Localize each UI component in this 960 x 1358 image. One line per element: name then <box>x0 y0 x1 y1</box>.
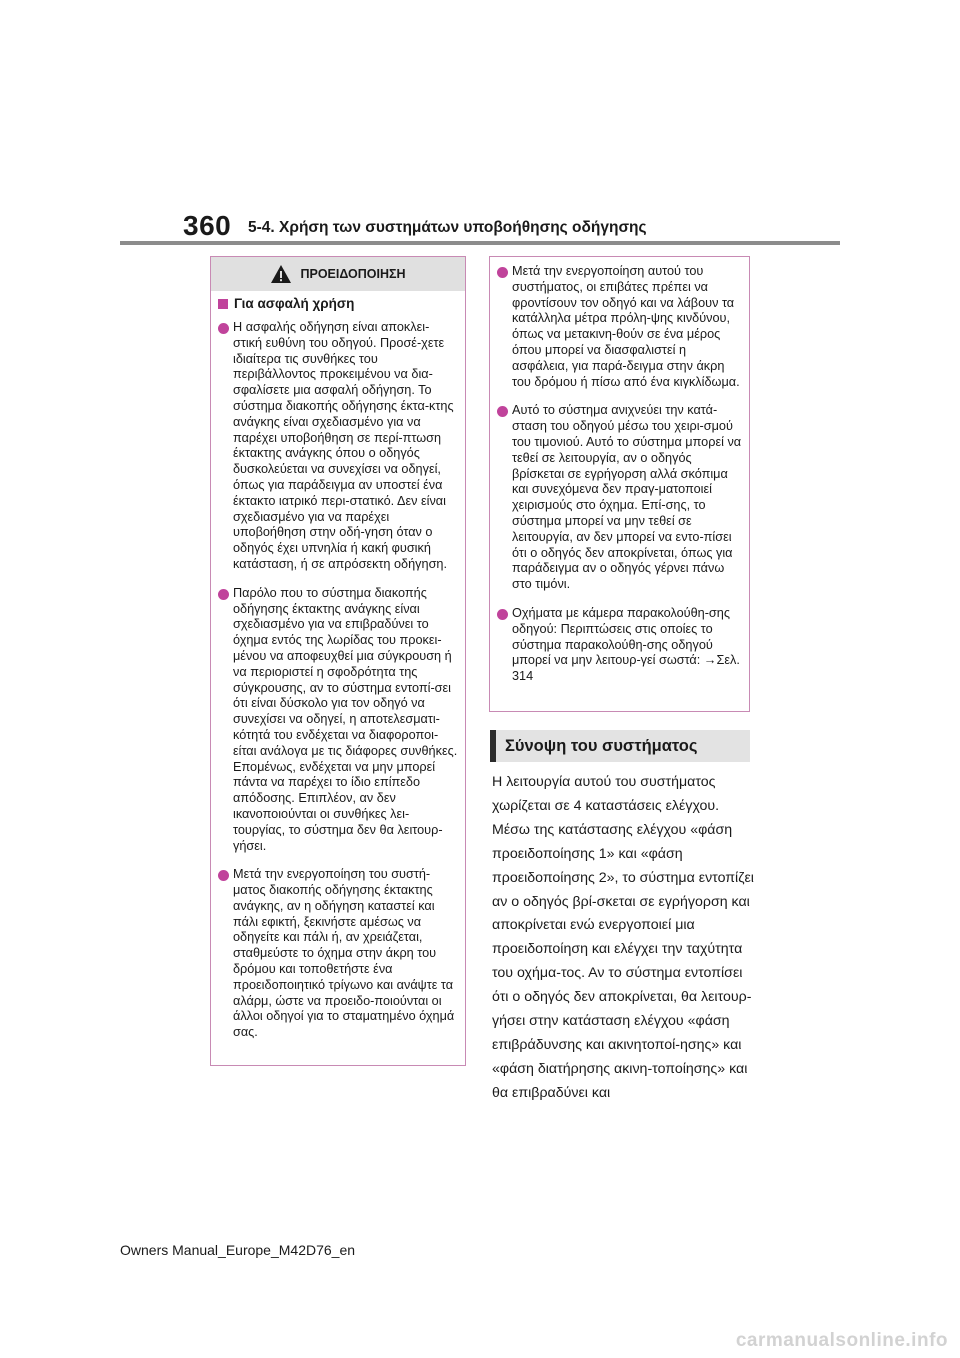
section-title: 5-4. Χρήση των συστημάτων υποβοήθησης οδήγησης <box>248 219 647 236</box>
bullet-icon <box>218 323 229 334</box>
warning-item-text: Μετά την ενεργοποίηση αυτού του συστήματος, οι επιβάτες πρέπει να φροντίσουν τον οδηγό και να λάβουν τα κατάλληλα μέτρα πρόλη-ψης κινδύνου, όπως να μετακινη-θούν σε ένα μέρος όπου μπορεί να διασφαλιστεί η ασφάλεια, για παρά-δειγμα στην άκρη του δρόμου ή πίσω από ένα κιγκλίδωμα. <box>512 264 740 389</box>
summary-paragraph: Η λειτουργία αυτού του συστήματος χωρίζεται σε 4 καταστάσεις ελέγχου. Μέσω της κατάστασης ελέγχου «φάση προειδοποίησης 1» και «φάση προειδοποίησης 2», το σύστημα εντοπίζει αν ο οδηγός βρί-σκεται σε εγρήγορση και αποκρίνεται ενώ ενεργοποιεί μια προειδοποίηση και ελέγχει την ταχύτητα του οχήμα-τος. Αν το σύστημα εντοπίσει ότι ο οδηγός δεν αποκρίνεται, θα λειτουρ-γήσει στην κατάσταση ελέγχου «φάση επιβράδυνσης και ακινητοποί-ησης» και «φάση διατήρησης ακινη-τοποίησης» και θα επιβραδύνει και <box>492 774 754 1101</box>
warning-body <box>211 291 465 1041</box>
warning-item <box>497 264 742 390</box>
warning-title: ΠΡΟΕΙΔΟΠΟΙΗΣΗ <box>300 267 406 281</box>
svg-text:carmanualsonline.info: carmanualsonline.info <box>735 1330 948 1351</box>
header-divider <box>120 241 840 245</box>
summary-heading: Σύνοψη του συστήματος <box>490 730 750 762</box>
watermark-logo <box>650 1328 950 1352</box>
warning-item-text: Παρόλο που το σύστημα διακοπής οδήγησης έκτακτης ανάγκης είναι σχεδιασμένο για να επιβραδύνει το όχημα εντός της λωρίδας του προκει-μένου να αποφευχθεί μια σύγκρουση ή να περιοριστεί η σφοδρότητα της σύγκρουσης, αν το σύστημα εντοπί-σει ότι είναι δύσκολο για τον οδηγό να συνεχίσει να οδηγεί, η αποτελεσματι-κότητά του ενδέχεται να διαφοροποι-είται ανάλογα με τις διάφορες συνθήκες. Επομένως, ενδέχεται να μην μπορεί πάντα να παρέχει το ίδιο επίπεδο απόδοσης. Επιπλέον, αν δεν ικανοποιούνται οι συνθήκες λει-τουργίας, το σύστημα δεν θα λειτουρ-γήσει. <box>233 585 458 853</box>
bullet-icon <box>497 406 508 417</box>
warning-item <box>497 403 742 593</box>
bullet-icon <box>218 589 229 600</box>
warning-subheading <box>218 296 458 311</box>
bullet-icon <box>497 609 508 620</box>
warning-triangle-icon <box>270 264 292 284</box>
warning-item-text: Μετά την ενεργοποίηση του συστή-ματος διακοπής οδήγησης έκτακτης ανάγκης, αν η οδήγηση καταστεί και πάλι εφικτή, ξεκινήστε αμέσως να οδηγείτε και πάλι ή, αν χρειάζεται, σταθμεύστε το όχημα στην άκρη του δρόμου και τοποθετήστε ένα προειδοποιητικό τρίγωνο και ανάψτε τα αλάρμ, ώστε να προειδο-ποιούνται οι άλλοι οδηγοί για το σταματημένο όχημά σας. <box>233 867 455 1040</box>
warning-item <box>218 586 458 855</box>
warning-box <box>210 256 466 1066</box>
page-number: 360 <box>183 210 232 241</box>
warning-item <box>218 867 458 1041</box>
bullet-icon <box>218 870 229 881</box>
warning-continued-box <box>489 256 750 712</box>
warning-header <box>211 257 465 291</box>
warning-item <box>218 320 458 573</box>
page-reference-text: Οχήματα με κάμερα παρακολούθη-σης οδηγού: Περιπτώσεις στις οποίες το σύστημα παρακολούθη-σης οδηγού μπορεί να μην λειτουρ-γεί σωστά: →Σελ. 314 <box>512 605 740 684</box>
footer-text: Owners Manual_Europe_M42D76_en <box>120 1242 356 1258</box>
warning-item-text: Η ασφαλής οδήγηση είναι αποκλει-στική ευθύνη του οδηγού. Προσέ-χετε ιδιαίτερα τις συνθήκες του περιβάλλοντος προκειμένου να δια-σφαλίσετε μια ασφαλή οδήγηση. Το σύστημα διακοπής οδήγησης έκτα-κτης ανάγκης είναι σχεδιασμένο για να παρέχει υποβοήθηση σε περί-πτωση έκτακτης ανάγκης όπου ο οδηγός δυσκολεύεται να συνεχίσει να οδηγεί, όπως για παράδειγμα αν υποστεί ένα έκτακτο ιατρικό περι-στατικό. Δεν είναι σχεδιασμένο για να παρέχει υποβοήθηση στην οδή-γηση όταν ο οδηγός έχει υπνηλία ή κακή φυσική κατάσταση, ή σε απρόσεκτη οδήγηση. <box>233 320 454 571</box>
bullet-icon <box>497 267 508 278</box>
warning-item-text: Αυτό το σύστημα ανιχνεύει την κατά-σταση του οδηγού μέσω του χειρι-σμού του τιμονιού. Αυτό το σύστημα μπορεί να τεθεί σε λειτουργία, αν ο οδηγός βρίσκεται σε εγρήγορση αλλά σκόπιμα και συνεχόμενα δεν πραγ-ματοποιεί χειρισμούς στο όχημα. Επί-σης, το σύστημα μπορεί να μην τεθεί σε λειτουργία, αν δεν μπορεί να εντο-πίσει ότι ο οδηγός δεν αποκρίνεται, όπως για παράδειγμα αν ο οδηγός γέρνει πάνω στο τιμόνι. <box>512 403 742 592</box>
warning-item <box>497 606 742 685</box>
square-bullet-icon <box>218 299 228 309</box>
warning-subheading-text: Για ασφαλή χρήση <box>234 296 355 311</box>
